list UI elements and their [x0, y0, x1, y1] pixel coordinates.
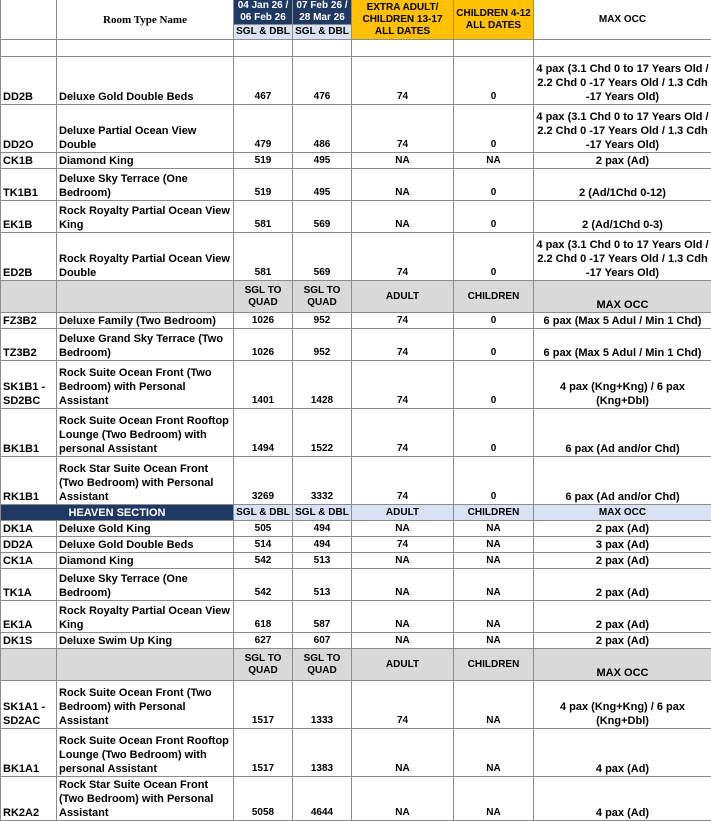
extra-adult-rate: 74 [352, 457, 454, 505]
rate-period-2: 607 [293, 633, 352, 649]
max-occupancy: 4 pax (3.1 Chd 0 to 17 Years Old / 2.2 Chd 0 -17 Years Old / 1.3 Cdh -17 Years Old) [534, 233, 711, 281]
quad-header-quad: QUAD [307, 665, 336, 676]
room-type-name: Rock Royalty Partial Ocean View King [57, 201, 234, 233]
room-code: BK1A1 [1, 729, 57, 777]
table-row [1, 313, 711, 329]
room-code: DK1S [1, 633, 57, 649]
quad-header-adult: ADULT [352, 649, 454, 681]
room-type-name: Deluxe Sky Terrace (One Bedroom) [57, 169, 234, 201]
children-rate: NA [454, 521, 534, 537]
rate-period-1: 1494 [234, 409, 293, 457]
rate-period-1: 1401 [234, 361, 293, 409]
table-row [1, 729, 711, 777]
room-code: EK1B [1, 201, 57, 233]
room-type-name: Deluxe Family (Two Bedroom) [57, 313, 234, 329]
room-code: RK1B1 [1, 457, 57, 505]
header-period-2 [293, 0, 352, 25]
quad-header-sgl-to-quad [293, 649, 352, 681]
children-rate: NA [454, 601, 534, 633]
rate-period-1: 627 [234, 633, 293, 649]
max-occupancy: 6 pax (Ad and/or Chd) [534, 457, 711, 505]
quad-header-quad: QUAD [248, 297, 277, 308]
rate-period-1: 542 [234, 553, 293, 569]
header-period-1-line2: 06 Feb 26 [240, 12, 286, 23]
room-code: EK1A [1, 601, 57, 633]
heaven-children: CHILDREN [454, 505, 534, 521]
max-occupancy: 2 pax (Ad) [534, 553, 711, 569]
quad-header-sgl-to-quad [234, 281, 293, 313]
header-max-occ: MAX OCC [534, 0, 711, 40]
children-rate: NA [454, 153, 534, 169]
room-type-name: Deluxe Sky Terrace (One Bedroom) [57, 569, 234, 601]
quad-header-blank [57, 649, 234, 681]
room-type-name: Deluxe Gold Double Beds [57, 57, 234, 105]
heaven-section-row [1, 505, 711, 521]
max-occupancy: 2 pax (Ad) [534, 521, 711, 537]
room-type-name: Deluxe Swim Up King [57, 633, 234, 649]
children-rate: 0 [454, 329, 534, 361]
rate-period-1: 542 [234, 569, 293, 601]
extra-adult-rate: 74 [352, 313, 454, 329]
room-type-name: Rock Star Suite Ocean Front (Two Bedroom) with Personal Assistant [57, 777, 234, 821]
room-type-name: Rock Suite Ocean Front (Two Bedroom) with Personal Assistant [57, 361, 234, 409]
children-rate: 0 [454, 105, 534, 153]
heaven-section-title: HEAVEN SECTION [1, 505, 234, 521]
children-rate: NA [454, 681, 534, 729]
quad-header-row [1, 649, 711, 681]
spacer-row [1, 40, 711, 57]
children-rate: NA [454, 569, 534, 601]
table-row [1, 409, 711, 457]
rate-period-2: 495 [293, 169, 352, 201]
extra-adult-rate: NA [352, 201, 454, 233]
quad-header-max-occ: MAX OCC [534, 649, 711, 681]
quad-header-sgl-to-quad [293, 281, 352, 313]
rate-period-2: 4644 [293, 777, 352, 821]
table-row [1, 521, 711, 537]
room-code: CK1B [1, 153, 57, 169]
extra-adult-rate: 74 [352, 329, 454, 361]
extra-adult-rate: 74 [352, 57, 454, 105]
max-occupancy: 6 pax (Max 5 Adul / Min 1 Chd) [534, 329, 711, 361]
table-row [1, 57, 711, 105]
rate-period-2: 513 [293, 569, 352, 601]
quad-header-sgl-to: SGL TO [304, 653, 341, 664]
extra-adult-rate: NA [352, 553, 454, 569]
header-period-1-line1: 04 Jan 26 / [238, 0, 289, 11]
rate-period-1: 1026 [234, 313, 293, 329]
extra-adult-rate: 74 [352, 233, 454, 281]
children-rate: NA [454, 777, 534, 821]
max-occupancy: 2 pax (Ad) [534, 153, 711, 169]
quad-header-blank [1, 649, 57, 681]
max-occupancy: 6 pax (Max 5 Adul / Min 1 Chd) [534, 313, 711, 329]
extra-adult-rate: 74 [352, 681, 454, 729]
room-type-name: Deluxe Partial Ocean View Double [57, 105, 234, 153]
table-row [1, 361, 711, 409]
extra-adult-rate: NA [352, 633, 454, 649]
rate-period-1: 581 [234, 201, 293, 233]
max-occupancy: 4 pax (Kng+Kng) / 6 pax (Kng+Dbl) [534, 681, 711, 729]
extra-adult-rate: NA [352, 729, 454, 777]
rate-period-2: 952 [293, 329, 352, 361]
max-occupancy: 2 pax (Ad) [534, 633, 711, 649]
max-occupancy: 2 pax (Ad) [534, 569, 711, 601]
rate-period-1: 3269 [234, 457, 293, 505]
extra-adult-rate: 74 [352, 361, 454, 409]
children-rate: 0 [454, 201, 534, 233]
room-code: ED2B [1, 233, 57, 281]
table-row [1, 201, 711, 233]
table-row [1, 569, 711, 601]
rate-period-1: 581 [234, 233, 293, 281]
rate-period-1: 618 [234, 601, 293, 633]
heaven-adult: ADULT [352, 505, 454, 521]
quad-header-quad: QUAD [248, 665, 277, 676]
children-rate: NA [454, 537, 534, 553]
children-rate: NA [454, 633, 534, 649]
rate-period-2: 1428 [293, 361, 352, 409]
max-occupancy: 2 pax (Ad) [534, 601, 711, 633]
extra-adult-rate: NA [352, 169, 454, 201]
room-code: CK1A [1, 553, 57, 569]
header-children-4-12: CHILDREN 4-12 ALL DATES [454, 0, 534, 40]
table-row [1, 457, 711, 505]
room-type-name: Diamond King [57, 553, 234, 569]
room-type-name: Deluxe Gold King [57, 521, 234, 537]
header-period-2-line1: 07 Feb 26 / [296, 0, 347, 11]
rate-period-2: 569 [293, 201, 352, 233]
children-rate: 0 [454, 409, 534, 457]
room-type-name: Rock Suite Ocean Front Rooftop Lounge (Two Bedroom) with personal Assistant [57, 409, 234, 457]
room-code: RK2A2 [1, 777, 57, 821]
room-code: TK1B1 [1, 169, 57, 201]
table-row [1, 153, 711, 169]
room-type-name: Rock Royalty Partial Ocean View King [57, 601, 234, 633]
rate-table-body [1, 0, 711, 821]
extra-adult-rate: NA [352, 601, 454, 633]
quad-header-row [1, 281, 711, 313]
room-code: BK1B1 [1, 409, 57, 457]
room-code: TK1A [1, 569, 57, 601]
quad-header-blank [57, 281, 234, 313]
room-type-name: Diamond King [57, 153, 234, 169]
max-occupancy: 4 pax (3.1 Chd 0 to 17 Years Old / 2.2 Chd 0 -17 Years Old / 1.3 Cdh -17 Years Old) [534, 105, 711, 153]
children-rate: 0 [454, 169, 534, 201]
max-occupancy: 2 (Ad/1Chd 0-3) [534, 201, 711, 233]
children-rate: 0 [454, 457, 534, 505]
extra-adult-rate: NA [352, 153, 454, 169]
max-occupancy: 3 pax (Ad) [534, 537, 711, 553]
max-occupancy: 4 pax (3.1 Chd 0 to 17 Years Old / 2.2 Chd 0 -17 Years Old / 1.3 Cdh -17 Years Old) [534, 57, 711, 105]
extra-adult-rate: 74 [352, 105, 454, 153]
children-rate: NA [454, 729, 534, 777]
extra-adult-rate: NA [352, 569, 454, 601]
max-occupancy: 4 pax (Kng+Kng) / 6 pax (Kng+Dbl) [534, 361, 711, 409]
room-code: FZ3B2 [1, 313, 57, 329]
rate-period-1: 519 [234, 169, 293, 201]
rate-period-1: 1517 [234, 681, 293, 729]
quad-header-sgl-to-quad [234, 649, 293, 681]
rate-period-1: 5058 [234, 777, 293, 821]
table-row [1, 233, 711, 281]
room-code: DD2A [1, 537, 57, 553]
quad-header-max-occ: MAX OCC [534, 281, 711, 313]
rate-period-2: 952 [293, 313, 352, 329]
rate-period-2: 494 [293, 521, 352, 537]
header-row [1, 0, 711, 25]
rate-period-1: 505 [234, 521, 293, 537]
table-row [1, 553, 711, 569]
table-row [1, 169, 711, 201]
children-rate: NA [454, 553, 534, 569]
rate-period-1: 514 [234, 537, 293, 553]
rate-period-1: 467 [234, 57, 293, 105]
header-room-type-name: Room Type Name [57, 0, 234, 40]
rate-period-1: 479 [234, 105, 293, 153]
rate-period-2: 495 [293, 153, 352, 169]
heaven-sgl-dbl-1: SGL & DBL [234, 505, 293, 521]
header-period-2-line2: 28 Mar 26 [299, 12, 345, 23]
heaven-max-occ: MAX OCC [534, 505, 711, 521]
children-rate: 0 [454, 361, 534, 409]
quad-header-sgl-to: SGL TO [245, 653, 282, 664]
rate-period-2: 486 [293, 105, 352, 153]
room-type-name: Deluxe Gold Double Beds [57, 537, 234, 553]
max-occupancy: 2 (Ad/1Chd 0-12) [534, 169, 711, 201]
heaven-sgl-dbl-2: SGL & DBL [293, 505, 352, 521]
room-type-name: Deluxe Grand Sky Terrace (Two Bedroom) [57, 329, 234, 361]
table-row [1, 105, 711, 153]
quad-header-sgl-to: SGL TO [304, 285, 341, 296]
extra-adult-rate: NA [352, 521, 454, 537]
room-code: SK1A1 - SD2AC [1, 681, 57, 729]
rate-period-2: 494 [293, 537, 352, 553]
quad-header-sgl-to: SGL TO [245, 285, 282, 296]
room-code: DD2O [1, 105, 57, 153]
rate-period-1: 1026 [234, 329, 293, 361]
rate-period-2: 1383 [293, 729, 352, 777]
room-code: SK1B1 - SD2BC [1, 361, 57, 409]
quad-header-children: CHILDREN [454, 649, 534, 681]
quad-header-quad: QUAD [307, 297, 336, 308]
rate-period-2: 569 [293, 233, 352, 281]
header-extra-adult: EXTRA ADULT/ CHILDREN 13-17 ALL DATES [352, 0, 454, 40]
rate-period-1: 1517 [234, 729, 293, 777]
rate-period-2: 587 [293, 601, 352, 633]
quad-header-children: CHILDREN [454, 281, 534, 313]
rate-period-2: 476 [293, 57, 352, 105]
quad-header-blank [1, 281, 57, 313]
children-rate: 0 [454, 313, 534, 329]
rate-period-2: 1333 [293, 681, 352, 729]
children-rate: 0 [454, 233, 534, 281]
room-type-name: Rock Suite Ocean Front Rooftop Lounge (Two Bedroom) with personal Assistant [57, 729, 234, 777]
children-rate: 0 [454, 57, 534, 105]
room-type-name: Rock Suite Ocean Front (Two Bedroom) with Personal Assistant [57, 681, 234, 729]
table-row [1, 329, 711, 361]
max-occupancy: 4 pax (Ad) [534, 729, 711, 777]
header-period-1 [234, 0, 293, 25]
room-code: DD2B [1, 57, 57, 105]
quad-header-adult: ADULT [352, 281, 454, 313]
rate-period-2: 1522 [293, 409, 352, 457]
table-row [1, 681, 711, 729]
rate-period-2: 3332 [293, 457, 352, 505]
max-occupancy: 6 pax (Ad and/or Chd) [534, 409, 711, 457]
extra-adult-rate: NA [352, 777, 454, 821]
table-row [1, 537, 711, 553]
room-code: TZ3B2 [1, 329, 57, 361]
rate-period-2: 513 [293, 553, 352, 569]
header-sgl-dbl-2: SGL & DBL [293, 25, 352, 40]
rate-period-1: 519 [234, 153, 293, 169]
header-sgl-dbl-1: SGL & DBL [234, 25, 293, 40]
room-type-name: Rock Star Suite Ocean Front (Two Bedroom) with Personal Assistant [57, 457, 234, 505]
extra-adult-rate: 74 [352, 537, 454, 553]
table-row [1, 601, 711, 633]
extra-adult-rate: 74 [352, 409, 454, 457]
header-code-cell [1, 0, 57, 40]
room-code: DK1A [1, 521, 57, 537]
table-row [1, 777, 711, 821]
room-type-name: Rock Royalty Partial Ocean View Double [57, 233, 234, 281]
max-occupancy: 4 pax (Ad) [534, 777, 711, 821]
table-row [1, 633, 711, 649]
